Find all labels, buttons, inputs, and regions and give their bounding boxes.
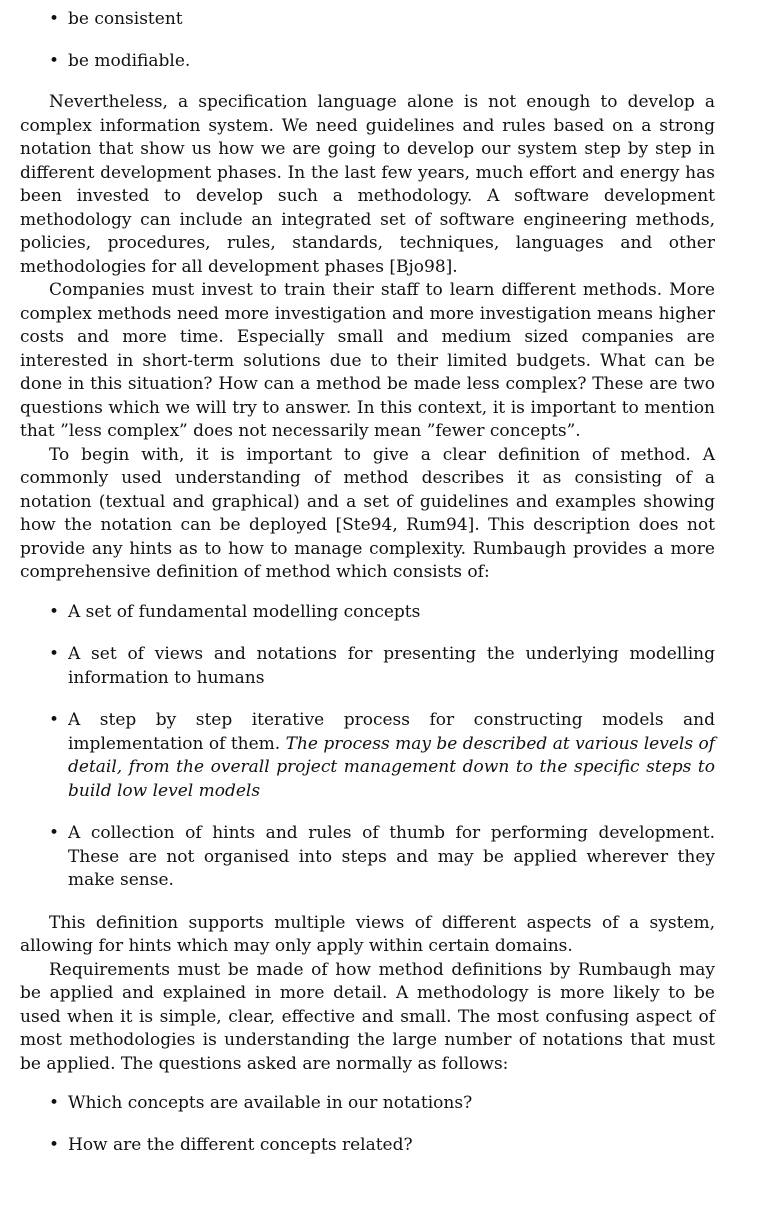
- paragraph-methodology: Nevertheless, a specification language alone is not enough to develop a complex information system. We need guidelines and rules based on a strong notation that show us how we are going to develop our system step by step in different development phases. In the last few years, much effort and energy has been invested to develop such a methodology. A software development methodology can include an integrated set of software engineering methods, policies, procedures, rules, standards, techniques, languages and other methodologies for all development phases [Bjo98].: [20, 92, 715, 277]
- list-item-text: How are the different concepts related?: [68, 1134, 413, 1155]
- list-item-text-plain: A step by step iterative process for constructing models and implementation of them.: [68, 710, 715, 754]
- list-item-text: be modifiable.: [68, 50, 191, 71]
- list-item: [20, 822, 715, 893]
- list-item-text: [68, 709, 715, 803]
- list-item-text: Which concepts are available in our notations?: [68, 1093, 473, 1113]
- list-item-text: A collection of hints and rules of thumb for performing development. These are not organised into steps and may be applied wherever they make sense.: [68, 823, 715, 890]
- list-item-text: be consistent: [68, 9, 183, 29]
- list-item: [20, 8, 715, 32]
- bullet-icon: •: [49, 710, 60, 730]
- bullet-icon: •: [49, 9, 60, 29]
- paragraph-definition-support: This definition supports multiple views of different aspects of a system, allowing for hints which may only apply within certain domains.: [20, 912, 715, 956]
- questions-list: [20, 1092, 715, 1157]
- bullet-icon: •: [49, 1134, 60, 1155]
- paragraph-requirements: Requirements must be made of how method definitions by Rumbaugh may be applied and explained in more detail. A methodology is more likely to be used when it is simple, clear, effective and small. The most confusing aspect of most methodologies is understanding the large number of notations that must be applied. The questions asked are normally as follows:: [20, 959, 715, 1074]
- list-item: [20, 50, 715, 74]
- bullet-icon: •: [49, 50, 60, 71]
- list-item: [20, 709, 715, 803]
- document-page: [20, 0, 715, 1175]
- list-item-text: A set of fundamental modelling concepts: [68, 601, 421, 622]
- list-item: [20, 1134, 715, 1158]
- list-item-text: A set of views and notations for presenting the underlying modelling information to humans: [68, 644, 715, 688]
- bullet-icon: •: [49, 823, 60, 843]
- bullet-icon: •: [49, 644, 60, 664]
- list-item: [20, 1092, 715, 1116]
- method-components-list: [20, 601, 715, 893]
- list-item: [20, 601, 715, 625]
- paragraph-method-definition: To begin with, it is important to give a clear definition of method. A commonly used understanding of method describes it as consisting of a notation (textual and graphical) and a set of guidelines and examples showing how the notation can be deployed [Ste94, Rum94]. This description does not provide any hints as to how to manage complexity. Rumbaugh provides a more comprehensive definition of method which consists of:: [20, 444, 715, 582]
- list-item: [20, 643, 715, 690]
- bullet-icon: •: [49, 601, 60, 622]
- paragraph-companies: Companies must invest to train their staff to learn different methods. More complex methods need more investigation and more investigation means higher costs and more time. Especially small and medium sized companies are interested in short-term solutions due to their limited budgets. What can be done in this situation? How can a method be made less complex? These are two questions which we will try to answer. In this context, it is important to mention that ”less complex” does not necessarily mean ”fewer concepts”.: [20, 280, 715, 441]
- list-item-text-italic: The process may be described at various levels of detail, from the overall project management down to the specific steps to build low level models: [68, 733, 716, 801]
- bullet-icon: •: [49, 1093, 60, 1113]
- requirements-list: [20, 0, 715, 73]
